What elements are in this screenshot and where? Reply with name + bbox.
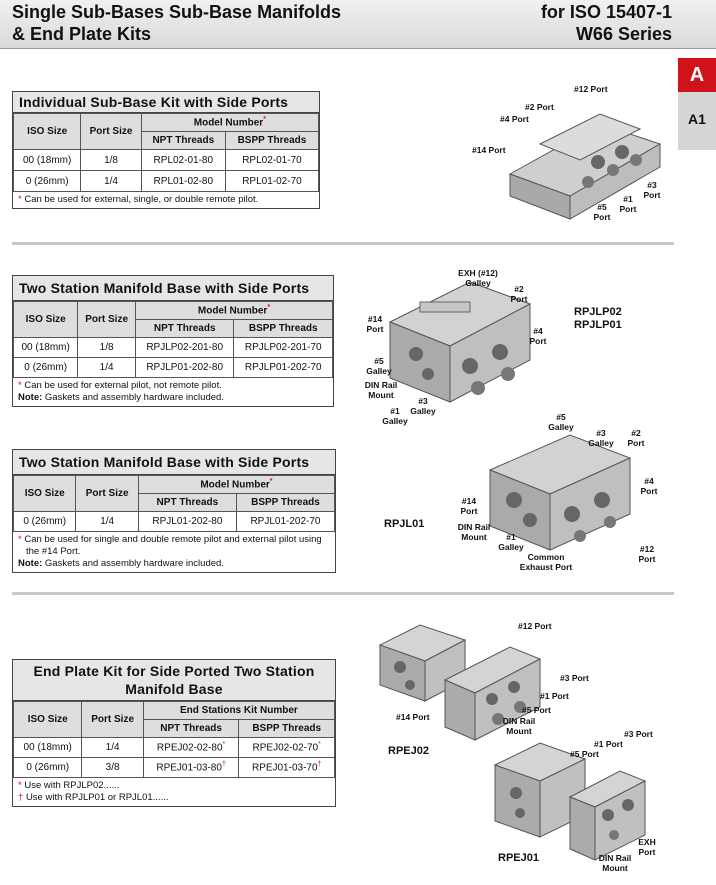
two-station-manifold-table-rpjl <box>12 449 336 573</box>
page-header <box>0 0 716 49</box>
col-npt: NPT Threads <box>138 494 236 512</box>
col-model-number: Model Number* <box>141 114 318 132</box>
table-row <box>14 758 335 778</box>
label-din-rail-mount: DIN Rail Mount <box>598 853 632 873</box>
label-text: EXH (#12) Galley <box>458 268 498 288</box>
label-14-port: #14 Port <box>396 712 430 722</box>
label-3-port: #3 Port <box>643 180 661 200</box>
col-iso-size: ISO Size <box>14 114 81 150</box>
cell-text: RPEJ02-02-70 <box>252 742 319 754</box>
table-row <box>14 338 333 358</box>
label-din-rail-mount: DIN Rail Mount <box>364 380 398 400</box>
table-footnote: * Can be used for single and double remote pilot and external pilot using the #14 Port. Note: Gaskets and assembly hardware included. <box>13 532 335 572</box>
cell-iso: 00 (18mm) <box>14 338 78 358</box>
label-1-port: #1 Port <box>619 194 637 214</box>
cell-npt: RPEJ01-03-80† <box>143 758 239 778</box>
cell-npt: RPL01-02-80 <box>141 171 225 192</box>
table-footnote: * Can be used for external pilot, not remote pilot. Note: Gaskets and assembly hardware included. <box>18 380 224 403</box>
section-divider <box>12 592 674 595</box>
col-port-size: Port Size <box>76 476 138 512</box>
model-number-label: Model Number <box>200 479 270 491</box>
model-number-label: Model Number <box>197 305 268 317</box>
table-footnote: * Use with RPJLP02...... † Use with RPJLP01 or RPJL01...... <box>18 780 169 803</box>
end-plate-kit-table <box>12 659 336 807</box>
series-line-2: W66 Series <box>575 24 672 44</box>
table-row <box>14 358 333 378</box>
individual-sub-base-table <box>12 91 320 209</box>
cell-npt: RPEJ02-02-80* <box>143 738 239 758</box>
series-line-1: for ISO 15407-1 <box>540 2 672 22</box>
col-bspp: BSPP Threads <box>236 494 334 512</box>
title-line-1: Single Sub-Bases Sub-Base Manifolds <box>12 2 342 22</box>
cell-bspp: RPEJ02-02-70* <box>239 738 335 758</box>
cell-iso: 0 (26mm) <box>14 358 78 378</box>
label-2-port: #2 Port <box>627 428 645 448</box>
cell-port: 1/8 <box>81 150 141 171</box>
label-5-galley: #5 Galley <box>548 412 574 432</box>
section-divider <box>12 242 674 245</box>
manifold-drawing-rpjl <box>380 410 670 580</box>
table-row <box>14 150 319 171</box>
data-table <box>13 475 335 532</box>
col-iso-size: ISO Size <box>14 476 76 512</box>
cell-iso: 0 (26mm) <box>14 512 76 532</box>
cell-npt: RPJLP01-202-80 <box>135 358 234 378</box>
label-5-port: #5 Port <box>570 749 599 759</box>
cell-port: 1/4 <box>78 358 136 378</box>
label-12-port: #12 Port <box>518 621 552 631</box>
model-rpjlp02: RPJLP02 <box>574 306 622 318</box>
model-rpjlp01: RPJLP01 <box>574 319 622 331</box>
cell-npt: RPJL01-202-80 <box>138 512 236 532</box>
cell-bspp: RPJLP02-201-70 <box>234 338 333 358</box>
col-bspp: BSPP Threads <box>239 720 335 738</box>
data-table <box>13 301 333 378</box>
col-iso-size: ISO Size <box>14 702 82 738</box>
label-1-port: #1 Port <box>540 691 569 701</box>
label-text: Common Exhaust Port <box>519 552 573 572</box>
note-text: Gaskets and assembly hardware included. <box>44 558 224 569</box>
col-port-size: Port Size <box>78 302 136 338</box>
cell-bspp: RPL01-02-70 <box>225 171 318 192</box>
label-din-rail-mount: DIN Rail Mount <box>502 716 536 736</box>
table-row <box>14 738 335 758</box>
label-2-port: #2 Port <box>525 102 554 112</box>
col-npt: NPT Threads <box>143 720 239 738</box>
two-station-manifold-table <box>12 275 334 407</box>
model-rpej01: RPEJ01 <box>498 852 539 864</box>
end-plate-drawing-rpej01 <box>490 725 670 880</box>
cell-iso: 0 (26mm) <box>14 171 81 192</box>
section-tab[interactable]: A <box>678 58 716 92</box>
col-port-size: Port Size <box>81 114 141 150</box>
footnote-text-2: the #14 Port. <box>26 546 81 557</box>
label-common-exhaust-port <box>516 552 576 572</box>
title-line-1: End Plate Kit for Side Ported Two Station <box>33 663 315 679</box>
col-model-number: Model Number* <box>138 476 334 494</box>
cell-port: 3/8 <box>82 758 143 778</box>
label-1-galley: #1 Galley <box>498 532 524 552</box>
label-14-port: #14 Port <box>366 314 384 334</box>
label-3-galley: #3 Galley <box>410 396 436 416</box>
manifold-drawing-rpjlp <box>360 262 660 432</box>
footnote-text: Can be used for external, single, or double remote pilot. <box>24 194 259 205</box>
cell-bspp: RPL02-01-70 <box>225 150 318 171</box>
label-5-galley: #5 Galley <box>366 356 392 376</box>
cell-iso: 00 (18mm) <box>14 150 81 171</box>
col-model-number: Model Number* <box>135 302 332 320</box>
col-npt: NPT Threads <box>141 132 225 150</box>
series-title <box>541 1 672 45</box>
footnote-text: Can be used for external pilot, not remote pilot. <box>24 380 222 391</box>
table-title <box>13 660 335 701</box>
model-rpjl01: RPJL01 <box>384 518 425 530</box>
cell-port: 1/8 <box>78 338 136 358</box>
note-label: Note: <box>18 392 43 403</box>
label-2-port: #2 Port <box>510 284 528 304</box>
label-4-port: #4 Port <box>529 326 547 346</box>
cell-bspp: RPJL01-202-70 <box>236 512 334 532</box>
model-rpej02: RPEJ02 <box>388 745 429 757</box>
label-3-port: #3 Port <box>560 673 589 683</box>
label-din-rail-mount: DIN Rail Mount <box>457 522 491 542</box>
col-port-size: Port Size <box>82 702 143 738</box>
table-title: Two Station Manifold Base with Side Ports <box>13 450 335 475</box>
col-iso-size: ISO Size <box>14 302 78 338</box>
label-3-port: #3 Port <box>624 729 653 739</box>
cell-bspp: RPJLP01-202-70 <box>234 358 333 378</box>
label-3-galley: #3 Galley <box>588 428 614 448</box>
page-tab[interactable]: A1 <box>678 92 716 150</box>
title-line-2: Manifold Base <box>125 681 223 697</box>
cell-text: RPEJ02-02-80 <box>156 742 223 754</box>
col-kit-number: End Stations Kit Number <box>143 702 334 720</box>
cell-port: 1/4 <box>81 171 141 192</box>
footnote-text-1: Can be used for single and double remote pilot and external pilot using <box>24 534 322 545</box>
cell-text: RPEJ01-03-70 <box>251 762 318 774</box>
label-exh-port: EXH Port <box>638 837 656 857</box>
label-4-port: #4 Port <box>500 114 529 124</box>
note-label: Note: <box>18 558 43 569</box>
label-5-port: #5 Port <box>593 202 611 222</box>
table-row <box>14 512 335 532</box>
label-1-port: #1 Port <box>594 739 623 749</box>
label-5-port: #5 Port <box>522 705 551 715</box>
cell-bspp: RPEJ01-03-70† <box>239 758 335 778</box>
sub-base-drawing <box>470 84 670 224</box>
cell-iso: 0 (26mm) <box>14 758 82 778</box>
data-table <box>13 113 319 192</box>
label-1-galley: #1 Galley <box>382 406 408 426</box>
label-14-port: #14 Port <box>472 145 506 155</box>
table-footnote: * Can be used for external, single, or double remote pilot. <box>18 194 259 205</box>
cell-npt: RPL02-01-80 <box>141 150 225 171</box>
label-12-port: #12 Port <box>574 84 608 94</box>
col-bspp: BSPP Threads <box>225 132 318 150</box>
table-row <box>14 171 319 192</box>
label-14-port: #14 Port <box>460 496 478 516</box>
label-12-port: #12 Port <box>638 544 656 564</box>
cell-npt: RPJLP02-201-80 <box>135 338 234 358</box>
cell-port: 1/4 <box>82 738 143 758</box>
cell-text: RPEJ01-03-80 <box>156 762 222 774</box>
label-4-port: #4 Port <box>640 476 658 496</box>
table-title: Two Station Manifold Base with Side Ports <box>13 276 333 301</box>
footnote-text-2: Use with RPJLP01 or RPJL01...... <box>25 792 169 803</box>
col-npt: NPT Threads <box>135 320 234 338</box>
data-table <box>13 701 335 778</box>
table-title: Individual Sub-Base Kit with Side Ports <box>13 92 319 113</box>
footnote-text-1: Use with RPJLP02...... <box>24 780 120 791</box>
col-bspp: BSPP Threads <box>234 320 333 338</box>
title-line-2: & End Plate Kits <box>12 24 152 44</box>
page-title <box>12 1 341 45</box>
cell-port: 1/4 <box>76 512 138 532</box>
note-text: Gaskets and assembly hardware included. <box>44 392 224 403</box>
label-exh-12-galley <box>448 268 508 288</box>
model-number-label: Model Number <box>193 117 264 129</box>
cell-iso: 00 (18mm) <box>14 738 82 758</box>
